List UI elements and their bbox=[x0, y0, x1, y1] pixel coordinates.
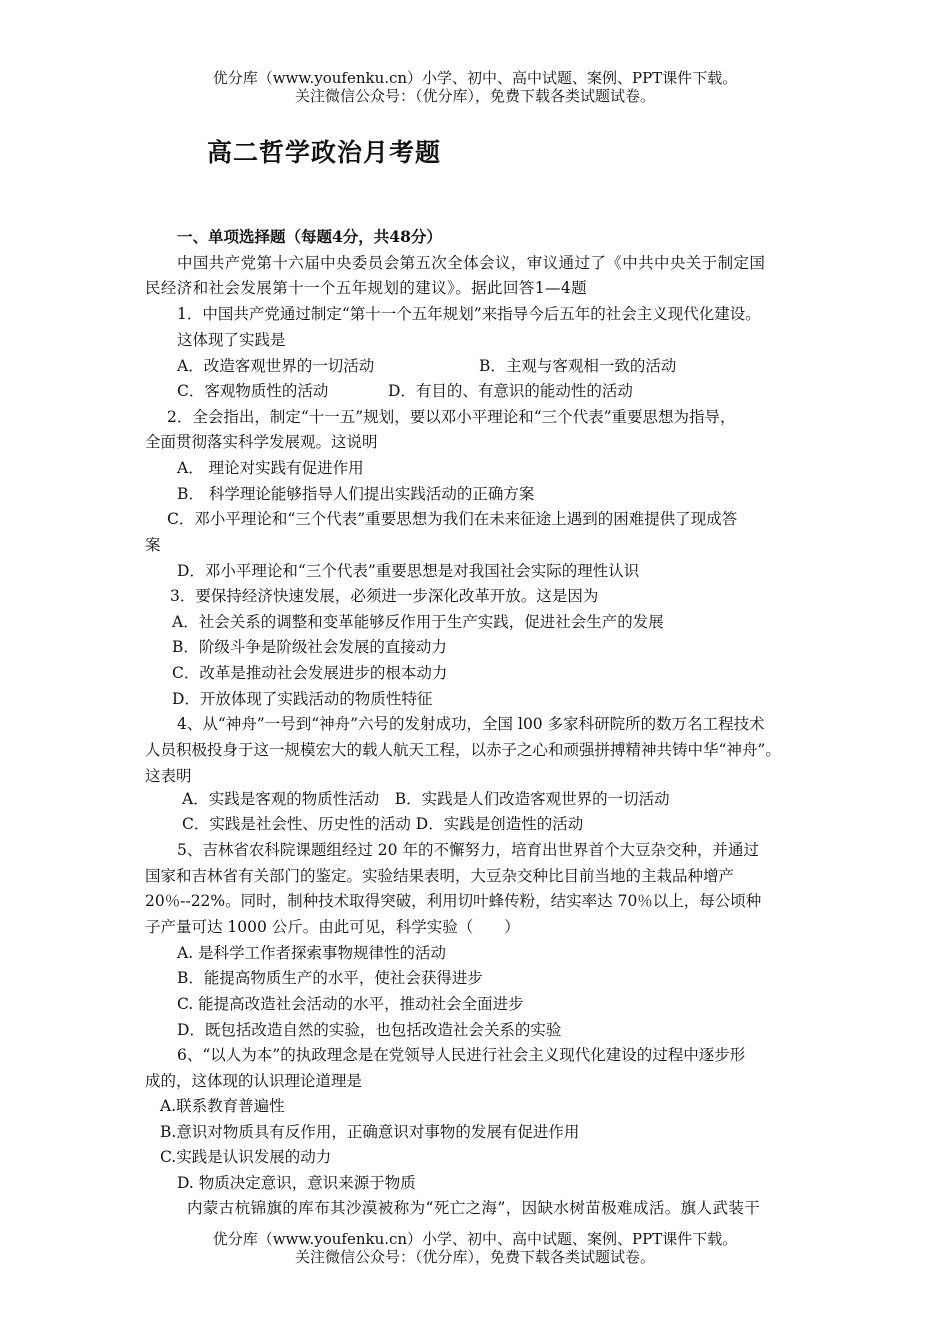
question-line: 5、吉林省农科院课题组经过 20 年的不懈努力，培育出世界首个大豆杂交种，并通过 bbox=[177, 841, 759, 859]
option-b: B．阶级斗争是阶级社会发展的直接动力 bbox=[172, 638, 447, 656]
question-line: 人员积极投身于这一规模宏大的载人航天工程，以赤子之心和顽强拼搏精神共铸中华“神舟”。 bbox=[145, 741, 781, 759]
question-line: 3．要保持经济快速发展，必须进一步深化改革开放。这是因为 bbox=[170, 587, 599, 605]
option-d: D．邓小平理论和“三个代表”重要思想是对我国社会实际的理性认识 bbox=[177, 562, 640, 580]
header-line-2: 关注微信公众号：（优分库），免费下载各类试题试卷。 bbox=[294, 87, 655, 105]
option-c: C．客观物质性的活动 bbox=[177, 382, 329, 400]
page-header bbox=[0, 69, 950, 105]
option-a: A.联系教育普遍性 bbox=[160, 1097, 285, 1115]
option-a: A．社会关系的调整和变革能够反作用于生产实践，促进社会生产的发展 bbox=[172, 613, 664, 631]
page-title: 高二哲学政治月考题 bbox=[207, 138, 442, 167]
question-line: 这表明 bbox=[145, 767, 192, 785]
question-line: 国家和吉林省有关部门的鉴定。实验结果表明，大豆杂交种比目前当地的主栽品种增产 bbox=[145, 867, 735, 885]
option-c-continued: 案 bbox=[145, 536, 161, 554]
question-line: 4、从“神舟”一号到“神舟”六号的发射成功，全国 l00 多家科研院所的数万名工程技术 bbox=[177, 715, 765, 733]
option-b: B.意识对物质具有反作用，正确意识对事物的发展有促进作用 bbox=[160, 1123, 580, 1141]
question-line: 这体现了实践是 bbox=[177, 331, 286, 349]
options-ab: A．实践是客观的物质性活动 B．实践是人们改造客观世界的一切活动 bbox=[182, 790, 670, 808]
page-footer bbox=[0, 1230, 950, 1266]
option-c: C. 能提高改造社会活动的水平，推动社会全面进步 bbox=[177, 995, 524, 1013]
options-cd: C．实践是社会性、历史性的活动 D．实践是创造性的活动 bbox=[182, 815, 584, 833]
option-b: B．能提高物质生产的水平，使社会获得进步 bbox=[177, 969, 483, 987]
option-a: A． 理论对实践有促进作用 bbox=[177, 459, 364, 477]
option-b: B．主观与客观相一致的活动 bbox=[479, 357, 677, 375]
option-b: B． 科学理论能够指导人们提出实践活动的正确方案 bbox=[177, 485, 535, 503]
question-line: 20％--22%。同时，制种技术取得突破，利用切叶蜂传粉，结实率达 70％以上，每公顷种 bbox=[145, 892, 762, 910]
question-line: 全面贯彻落实科学发展观。这说明 bbox=[145, 433, 378, 451]
option-d: D．有目的、有意识的能动性的活动 bbox=[388, 382, 633, 400]
option-d: D. 物质决定意识，意识来源于物质 bbox=[177, 1174, 416, 1192]
option-d: D．既包括改造自然的实验，也包括改造社会关系的实验 bbox=[177, 1021, 562, 1039]
footer-line-2: 关注微信公众号：（优分库），免费下载各类试题试卷。 bbox=[294, 1248, 655, 1266]
question-line: 子产量可达 1000 公斤。由此可见，科学实验（ ） bbox=[145, 918, 520, 936]
intro-line: 中国共产党第十六届中央委员会第五次全体会议，审议通过了《中共中央关于制定国 bbox=[177, 254, 766, 272]
footer-line-1: 优分库（www.youfenku.cn）小学、初中、高中试题、案例、PPT课件下载。 bbox=[212, 1230, 738, 1248]
section-heading: 一、单项选择题（每题4分，共48分） bbox=[177, 227, 442, 246]
header-line-1: 优分库（www.youfenku.cn）小学、初中、高中试题、案例、PPT课件下载。 bbox=[212, 69, 738, 87]
option-a: A．改造客观世界的一切活动 bbox=[177, 357, 375, 375]
question-line: 6、“以人为本”的执政理念是在党领导人民进行社会主义现代化建设的过程中逐步形 bbox=[177, 1046, 746, 1064]
question-line: 2．全会指出，制定“十一五”规划，要以邓小平理论和“三个代表”重要思想为指导， bbox=[167, 408, 736, 426]
question-line: 1．中国共产党通过制定“第十一个五年规划”来指导今后五年的社会主义现代化建设。 bbox=[177, 305, 761, 323]
intro-line: 民经济和社会发展第十一个五年规划的建议》。据此回答1—4题 bbox=[145, 279, 588, 297]
option-d: D．开放体现了实践活动的物质性特征 bbox=[172, 690, 433, 708]
question-line: 成的，这体现的认识理论道理是 bbox=[145, 1072, 363, 1090]
option-c: C．改革是推动社会发展进步的根本动力 bbox=[172, 664, 448, 682]
option-c: C．邓小平理论和“三个代表”重要思想为我们在未来征途上遇到的困难提供了现成答 bbox=[167, 510, 738, 528]
option-c: C.实践是认识发展的动力 bbox=[160, 1148, 332, 1166]
option-a: A. 是科学工作者探索事物规律性的活动 bbox=[177, 944, 447, 962]
passage-line: 内蒙古杭锦旗的库布其沙漠被称为“死亡之海”，因缺水树苗极难成活。旗人武装干 bbox=[187, 1199, 761, 1217]
